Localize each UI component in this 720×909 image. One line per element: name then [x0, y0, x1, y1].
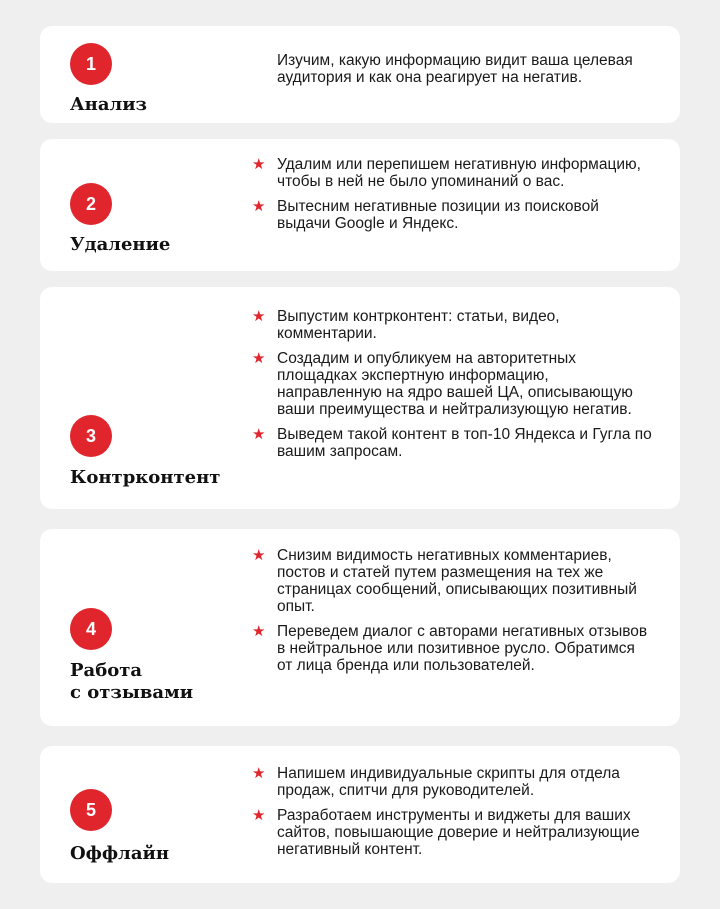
step-description: Изучим, какую информацию видит ваша целевая аудитория и как она реагирует на негатив. [277, 52, 633, 86]
step-title: Удаление [70, 234, 171, 255]
step-number-badge: 2 [70, 183, 112, 225]
step-card-offline [40, 746, 680, 883]
list-item [252, 156, 652, 190]
step-number-badge: 1 [70, 43, 112, 85]
point-text: Напишем индивидуальные скрипты для отдела продаж, спитчи для руководителей. [277, 765, 620, 799]
star-icon: ★ [252, 547, 266, 564]
list-item [252, 426, 652, 460]
point-text: Создадим и опубликуем на авторитетных площадках экспертную информацию, направленную на ядро вашей ЦА, описывающую ваши преимущества и нейтрализующую негатив. [277, 350, 633, 418]
point-text: Разработаем инструменты и виджеты для ваших сайтов, повышающие доверие и нейтрализующие негативный контент. [277, 807, 640, 858]
step-number-badge: 3 [70, 415, 112, 457]
step-title: Работа с отзывами [70, 660, 194, 703]
point-text: Снизим видимость негативных комментариев, постов и статей путем размещения на тех же страницах сообщений, описывающих позитивный опыт. [277, 547, 637, 615]
point-text: Выпустим контрконтент: статьи, видео, комментарии. [277, 308, 560, 342]
step-points-list [252, 547, 652, 674]
star-icon: ★ [252, 765, 266, 782]
step-points-list [252, 765, 652, 858]
star-icon: ★ [252, 807, 266, 824]
step-card-reviews [40, 529, 680, 726]
list-item [252, 765, 652, 799]
star-icon: ★ [252, 198, 266, 215]
star-icon: ★ [252, 426, 266, 443]
list-item [252, 623, 652, 674]
step-title: Контрконтент [70, 467, 221, 488]
point-text: Вытесним негативные позиции из поисковой выдачи Google и Яндекс. [277, 198, 599, 232]
star-icon: ★ [252, 156, 266, 173]
point-text: Переведем диалог с авторами негативных отзывов в нейтральное или позитивное русло. Обратимся от лица бренда или пользователей. [277, 623, 648, 674]
list-item [252, 308, 652, 342]
step-title: Анализ [70, 94, 148, 115]
star-icon: ★ [252, 350, 266, 367]
step-points-list [252, 308, 652, 460]
list-item [252, 547, 652, 615]
star-icon: ★ [252, 623, 266, 640]
step-card-removal [40, 139, 680, 271]
star-icon: ★ [252, 308, 266, 325]
point-text: Удалим или перепишем негативную информацию, чтобы в ней не было упоминаний о вас. [277, 156, 641, 190]
list-item [252, 350, 652, 418]
step-points-list [252, 156, 652, 232]
step-number-badge: 5 [70, 789, 112, 831]
list-item [252, 807, 652, 858]
step-card-analysis [40, 26, 680, 123]
step-number-badge: 4 [70, 608, 112, 650]
point-text: Выведем такой контент в топ-10 Яндекса и Гугла по вашим запросам. [277, 426, 652, 460]
list-item [252, 198, 652, 232]
step-title: Оффлайн [70, 843, 170, 864]
step-card-countercontent [40, 287, 680, 509]
